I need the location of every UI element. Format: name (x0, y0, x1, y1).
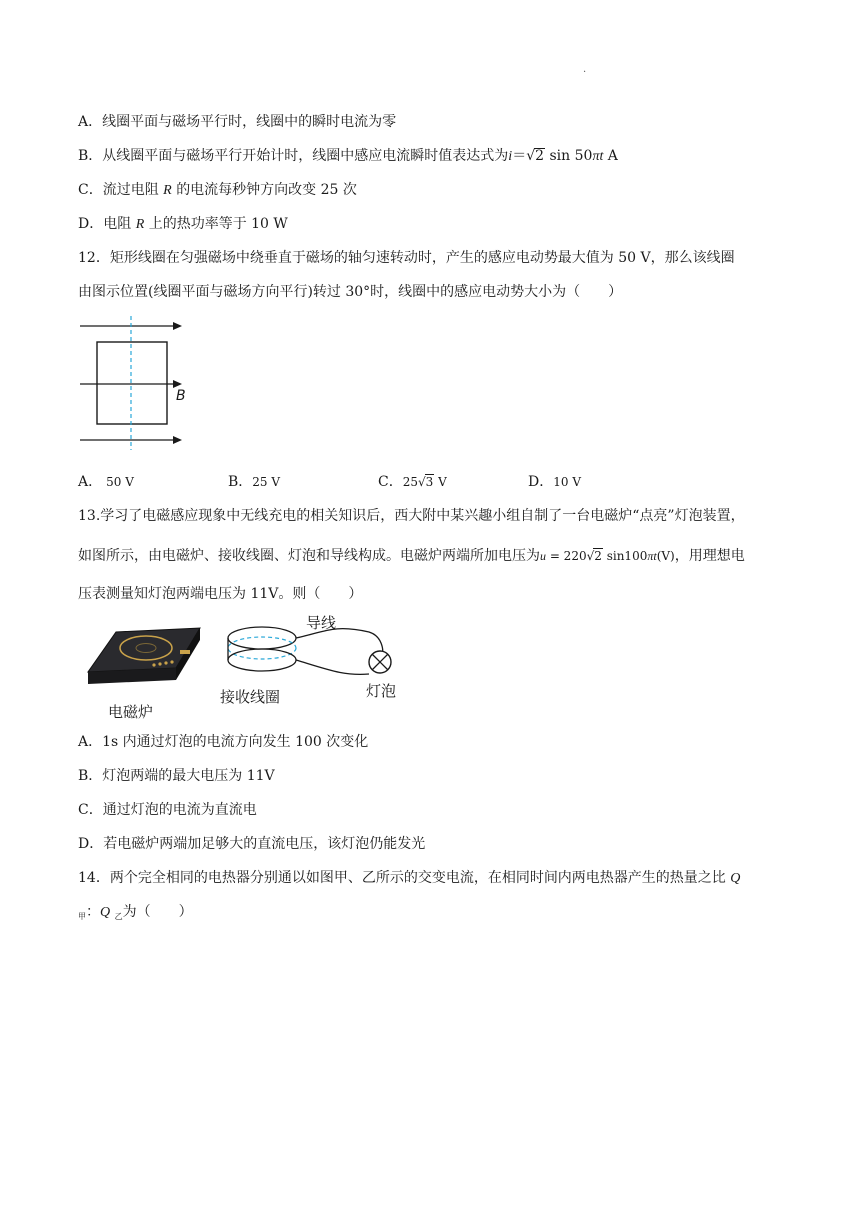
q12-option-c-letter: C． (378, 474, 403, 490)
sqrt-sign: √ (586, 549, 595, 563)
q11-option-d-prefix: D．电阻 (78, 216, 132, 232)
q12-option-c-sqrt: 3 (425, 475, 434, 489)
induction-stove-icon (88, 628, 200, 684)
q11-option-c-var: R (163, 183, 172, 198)
q11-option-c-suffix: 的电流每秒钟方向改变 25 次 (176, 182, 357, 198)
q14-sub-jia: 甲 (78, 912, 86, 921)
coil-label: 接收线圈 (220, 688, 281, 706)
q11-option-d-suffix: 上的热功率等于 10 W (148, 216, 288, 232)
q13-figure (84, 610, 404, 726)
q11-option-d-var: R (135, 217, 145, 232)
q11-option-b (78, 146, 618, 167)
field-label-b: B (176, 388, 186, 404)
q14-var-q: Q (730, 871, 741, 886)
rectangular-coil (97, 342, 167, 424)
q14-sub-yi: 乙 (114, 912, 123, 921)
formula-pi-t: πt (647, 549, 657, 563)
q12-stem-line1: 12．矩形线圈在匀强磁场中绕垂直于磁场的轴匀速转动时，产生的感应电动势最大值为 50 V，那么该线圈 (78, 250, 735, 266)
q13-stem-line2-prefix: 如图所示，由电磁炉、接收线圈、灯泡和导线构成。电磁炉两端所加电压为 (78, 548, 540, 564)
q14-stem-line1 (78, 868, 740, 889)
formula-eq: ＝ (512, 148, 527, 164)
q12-option-b-value: 25 V (252, 475, 281, 489)
header-dot: . (583, 64, 587, 75)
q13-stem-line3: 压表测量知灯泡两端电压为 11V。则（ ） (78, 586, 363, 602)
formula-u: u (540, 549, 546, 563)
q12-option-a-value: 50 V (106, 475, 134, 489)
formula-sin: sin100 (602, 549, 648, 563)
wire-label: 导线 (306, 614, 337, 632)
sqrt-sign: √ (418, 475, 426, 489)
q14-var-q2: Q (100, 905, 111, 920)
q12-figure (78, 314, 198, 454)
q11-option-a: A．线圈平面与磁场平行时，线圈中的瞬时电流为零 (78, 114, 397, 130)
wire-lower (296, 660, 369, 674)
sqrt-sign: √ (526, 148, 536, 164)
stove-label: 电磁炉 (108, 703, 154, 721)
q12-options-row (78, 471, 698, 493)
q13-stem-line2 (78, 546, 745, 566)
q12-option-c (378, 471, 447, 491)
q14-colon: ： (86, 904, 100, 920)
q11-option-b-text: B．从线圈平面与磁场平行开始计时，线圈中感应电流瞬时值表达式为 (78, 148, 509, 164)
q12-option-c-unit: V (434, 475, 447, 489)
receiving-coil-icon (228, 627, 296, 671)
bulb-label: 灯泡 (366, 682, 397, 700)
q14-stem-line2 (78, 902, 193, 927)
q13-option-d: D．若电磁炉两端加足够大的直流电压，该灯泡仍能发光 (78, 836, 426, 852)
q13-option-a: A．1s 内通过灯泡的电流方向发生 100 次变化 (78, 734, 369, 750)
q12-option-d (528, 471, 581, 491)
formula-i: i (508, 149, 513, 164)
q12-stem-line2: 由图示位置(线圈平面与磁场方向平行)转过 30°时，线圈中的感应电动势大小为（ ） (78, 284, 623, 300)
formula-unit: A (603, 148, 618, 164)
bulb-icon (369, 651, 391, 673)
q11-option-c (78, 180, 357, 201)
q11-option-d (78, 214, 288, 235)
formula-mid: = 220 (546, 549, 587, 563)
q12-option-c-value: 25 (402, 475, 418, 489)
q12-option-b-letter: B． (228, 474, 253, 490)
q12-option-b (228, 471, 280, 491)
q14-stem-line1-text: 14．两个完全相同的电热器分别通以如图甲、乙所示的交变电流，在相同时间内两电热器产生的热量之比 (78, 870, 726, 886)
q14-suffix: 为（ ） (122, 904, 193, 920)
formula-sin: sin 50 (545, 148, 593, 164)
formula-pi-t: πt (592, 149, 604, 164)
formula-sqrt: 2 (535, 148, 545, 164)
q11-option-c-prefix: C．流过电阻 (78, 182, 159, 198)
formula-sqrt: 2 (594, 549, 602, 563)
formula-unit: (V) (656, 549, 675, 563)
q12-option-a (78, 471, 134, 491)
q13-formula (540, 549, 675, 563)
q13-stem-line1: 13.学习了电磁感应现象中无线充电的相关知识后，西大附中某兴趣小组自制了一台电磁炉“点亮”灯泡装置， (78, 508, 745, 524)
q13-stem-line2-suffix: ，用理想电 (674, 548, 745, 564)
q13-option-c: C．通过灯泡的电流为直流电 (78, 802, 257, 818)
q12-option-d-value: 10 V (553, 475, 581, 489)
q13-option-b: B．灯泡两端的最大电压为 11V (78, 768, 275, 784)
wire-upper (296, 629, 383, 656)
q12-option-d-letter: D． (528, 474, 554, 490)
q12-option-a-letter: A． (78, 474, 103, 490)
